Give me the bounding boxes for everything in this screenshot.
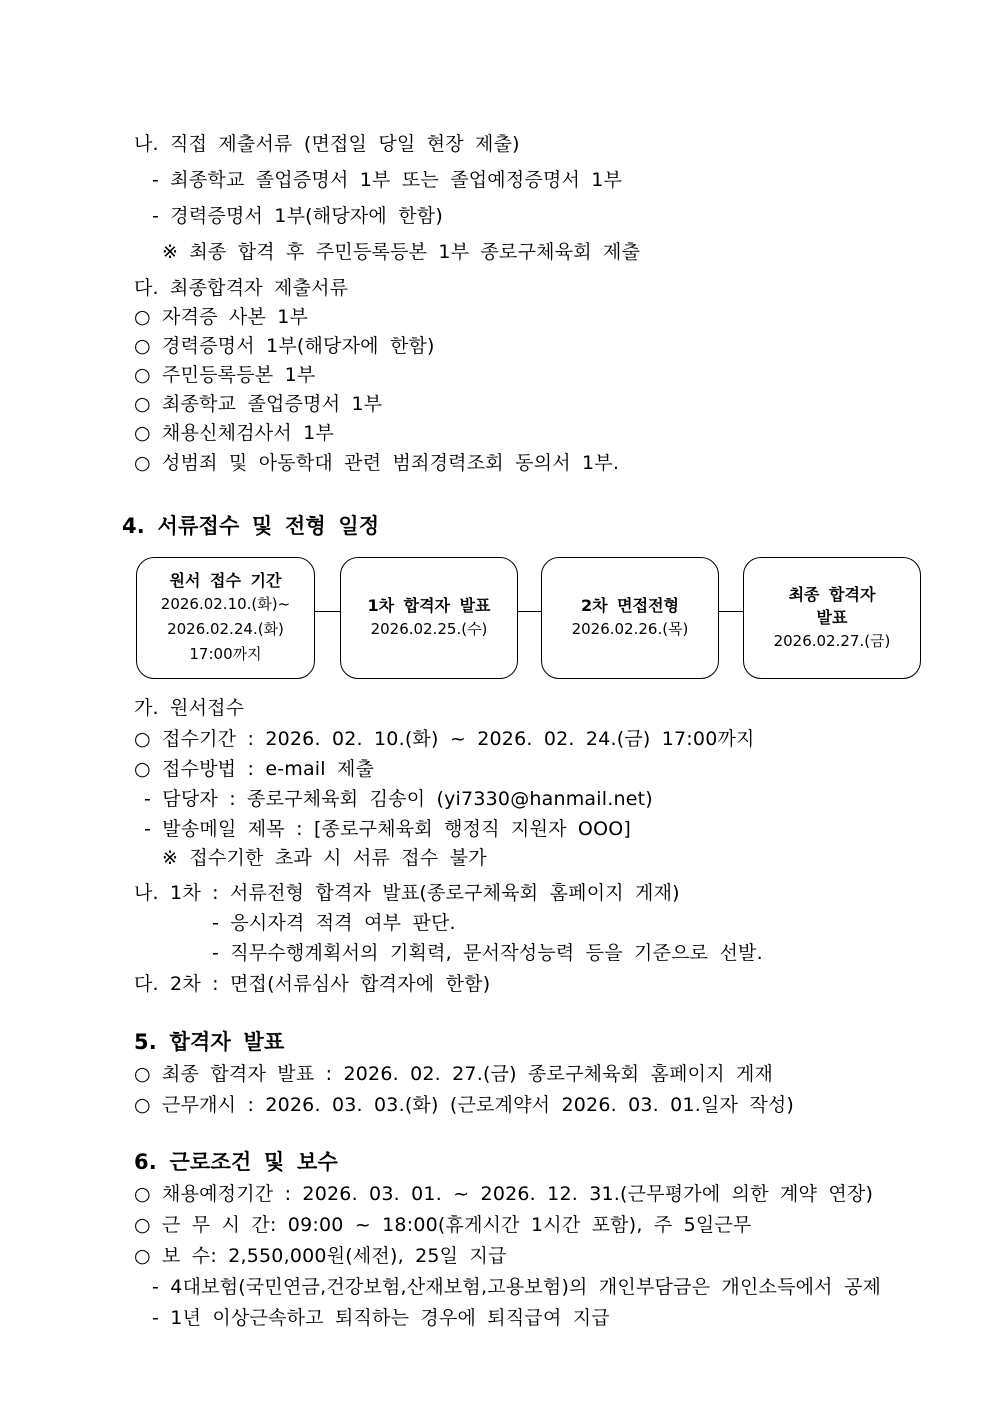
sec4-ga-title: 가. 원서접수 [134, 697, 245, 719]
list-item: ○ 접수방법 : e-mail 제출 [134, 758, 375, 780]
section-6-heading: 6. 근로조건 및 보수 [134, 1150, 338, 1174]
list-subitem: - 담당자 : 종로구체육회 김송이 (yi7330@hanmail.net) [144, 788, 653, 810]
list-item: ○ 경력증명서 1부(해당자에 한함) [134, 335, 435, 357]
flow-step-interview [541, 557, 719, 679]
list-subitem: - 직무수행계획서의 기획력, 문서작성능력 등을 기준으로 선발. [212, 942, 763, 964]
sec3-da-title: 다. 최종합격자 제출서류 [134, 277, 349, 299]
flow-step-application [136, 557, 315, 679]
list-subitem: - 발송메일 제목 : [종로구체육회 행정직 지원자 OOO] [144, 818, 631, 840]
flow-connector [719, 611, 743, 612]
flow-connector [315, 611, 340, 612]
list-item: ○ 근 무 시 간: 09:00 ~ 18:00(휴게시간 1시간 포함), 주 5일근무 [134, 1214, 752, 1236]
list-subitem: - 4대보험(국민연금,건강보험,산재보험,고용보험)의 개인부담금은 개인소득에서 공제 [152, 1276, 882, 1298]
note-text: ※ 접수기한 초과 시 서류 접수 불가 [162, 847, 487, 869]
flow-step-final-result [743, 557, 921, 679]
list-item: ○ 최종 합격자 발표 : 2026. 02. 27.(금) 종로구체육회 홈페이지 게재 [134, 1063, 774, 1085]
list-item: ○ 채용예정기간 : 2026. 03. 01. ~ 2026. 12. 31.(근무평가에 의한 계약 연장) [134, 1183, 874, 1205]
flow-step-title: 최종 합격자 [788, 584, 876, 604]
section-4-heading: 4. 서류접수 및 전형 일정 [122, 514, 380, 538]
list-item: - 경력증명서 1부(해당자에 한함) [152, 205, 443, 227]
sec4-da-title: 다. 2차 : 면접(서류심사 합격자에 한함) [134, 973, 491, 995]
sec4-na-title: 나. 1차 : 서류전형 합격자 발표(종로구체육회 홈페이지 게재) [134, 882, 680, 904]
list-item: ○ 최종학교 졸업증명서 1부 [134, 393, 383, 415]
list-item: ○ 자격증 사본 1부 [134, 306, 309, 328]
flow-step-date: 2026.02.26.(목) [571, 620, 689, 638]
flow-step-date: 2026.02.24.(화) [167, 620, 284, 638]
list-item: ○ 접수기간 : 2026. 02. 10.(화) ~ 2026. 02. 24.(금) 17:00까지 [134, 728, 755, 750]
flow-step-date: 2026.02.10.(화)~ [160, 595, 291, 613]
list-subitem: - 1년 이상근속하고 퇴직하는 경우에 퇴직급여 지급 [152, 1307, 610, 1329]
list-subitem: - 응시자격 적격 여부 판단. [212, 912, 456, 934]
flow-step-first-result [340, 557, 518, 679]
list-item: - 최종학교 졸업증명서 1부 또는 졸업예정증명서 1부 [152, 169, 623, 191]
flow-step-time: 17:00까지 [189, 645, 262, 663]
flow-step-title: 1차 합격자 발표 [367, 596, 491, 615]
flow-connector [518, 611, 541, 612]
flow-step-date: 2026.02.25.(수) [370, 620, 488, 638]
flow-step-title: 원서 접수 기간 [169, 571, 282, 590]
sec3-na-title: 나. 직접 제출서류 (면접일 당일 현장 제출) [134, 133, 520, 155]
section-5-heading: 5. 합격자 발표 [134, 1030, 285, 1054]
list-item: ○ 보 수: 2,550,000원(세전), 25일 지급 [134, 1245, 507, 1267]
flow-step-title: 발표 [816, 607, 848, 627]
list-item: ○ 채용신체검사서 1부 [134, 422, 334, 444]
list-item: ○ 주민등록등본 1부 [134, 364, 316, 386]
list-item: ○ 성범죄 및 아동학대 관련 범죄경력조회 동의서 1부. [134, 452, 620, 474]
flow-step-date: 2026.02.27.(금) [773, 631, 891, 650]
list-item: ○ 근무개시 : 2026. 03. 03.(화) (근로계약서 2026. 03. 01.일자 작성) [134, 1094, 795, 1116]
note-text: ※ 최종 합격 후 주민등록등본 1부 종로구체육회 제출 [162, 241, 641, 263]
flow-step-title: 2차 면접전형 [581, 596, 679, 615]
